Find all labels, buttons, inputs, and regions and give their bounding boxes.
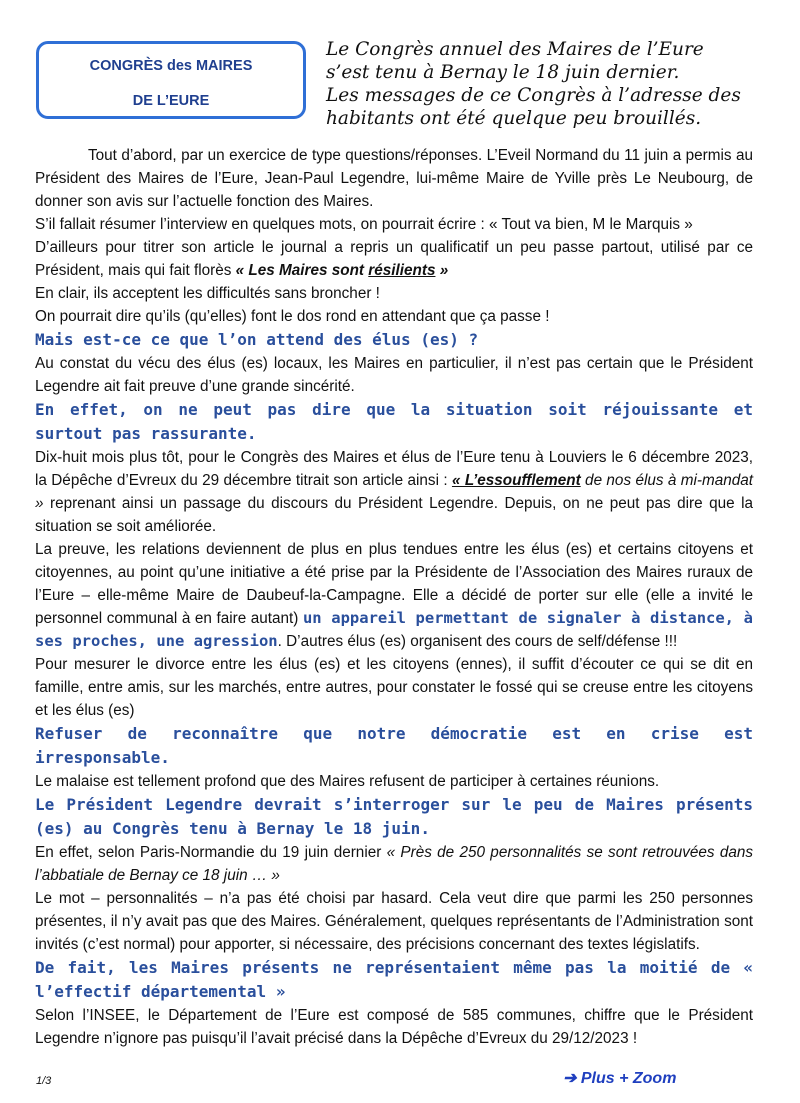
paragraph: Selon l’INSEE, le Département de l’Eure est composé de 585 communes, chiffre que le Président Legendre n’ignore pas puisqu’il l’avait précisé dans la Dépêche d’Evreux du 29/12/2023 ! bbox=[35, 1007, 753, 1047]
heading: Mais est-ce ce que l’on attend des élus (es) ? bbox=[35, 330, 479, 349]
intro-line: habitants ont été quelque peu brouillés. bbox=[326, 108, 702, 129]
intro-line: Les messages de ce Congrès à l’adresse des bbox=[326, 85, 741, 106]
title-box bbox=[36, 41, 306, 119]
text-span: . D’autres élus (es) organisent des cours de self/défense !!! bbox=[277, 633, 678, 650]
text-span: La preuve, les relations deviennent de plus en plus tendues entre les élus (es) et certains citoyens et citoyennes, au point qu’une initiative a été prise par la Présidente de l’Association des Maires ruraux de l’Eure – elle-même Maire de Daubeuf-la-Campagne. Elle a décidé de porter sur elle (elle a invité le personnel communal à en faire autant) bbox=[35, 541, 753, 627]
paragraph: On pourrait dire qu’ils (qu’elles) font le dos rond en attendant que ça passe ! bbox=[35, 308, 550, 325]
heading: Refuser de reconnaître que notre démocratie est en crise est irresponsable. bbox=[35, 724, 753, 767]
paragraph: Tout d’abord, par un exercice de type questions/réponses. L’Eveil Normand du 11 juin a permis au Président des Maires de l’Eure, Jean-Paul Legendre, lui-même Maire de Yville près Le Neubourg, de donner son avis sur l’actuelle fonction des Maires. bbox=[35, 147, 753, 210]
text-span: « Les Maires sont bbox=[235, 262, 369, 279]
paragraph: Le mot – personnalités – n’a pas été choisi par hasard. Cela veut dire que parmi les 250 personnes présentes, il n’y avait pas que des Maires. Généralement, quelques représentants de l’Administration sont invités (c’est normal) pour apporter, si nécessaire, des précisions concernant des textes législatifs. bbox=[35, 890, 753, 953]
heading: De fait, les Maires présents ne représentaient même pas la moitié de « l’effectif départemental » bbox=[35, 958, 753, 1001]
quote-span: « Près de 250 personnalités se sont retrouvées dans l’abbatiale de Bernay ce 18 juin … » bbox=[35, 844, 753, 884]
intro-text bbox=[326, 38, 766, 130]
intro-line: Le Congrès annuel des Maires de l’Eure bbox=[326, 39, 704, 60]
paragraph bbox=[35, 236, 753, 282]
paragraph: S’il fallait résumer l’interview en quelques mots, on pourrait écrire : « Tout va bien, M le Marquis » bbox=[35, 216, 693, 233]
text-span: » bbox=[435, 262, 449, 279]
article-body bbox=[35, 144, 753, 1050]
text-span: En effet, selon Paris-Normandie du 19 juin dernier bbox=[35, 844, 387, 861]
text-span: reprenant ainsi un passage du discours du Président Legendre. Depuis, on ne peut pas dire que la situation se soit améliorée. bbox=[35, 495, 753, 535]
paragraph bbox=[35, 841, 753, 887]
quote-span: « L’essoufflement bbox=[451, 472, 581, 489]
heading: En effet, on ne peut pas dire que la situation soit réjouissante et surtout pas rassurante. bbox=[35, 400, 753, 443]
underlined-word: résilients bbox=[368, 262, 436, 279]
title-line-2: DE L’EURE bbox=[132, 93, 210, 109]
text-span: D’ailleurs pour titrer son article le journal a repris un qualificatif un peu passe partout, utilisé par ce Président, mais qui fait florès bbox=[35, 239, 753, 279]
intro-line: s’est tenu à Bernay le 18 juin dernier. bbox=[326, 62, 680, 83]
paragraph bbox=[35, 538, 753, 653]
heading: Le Président Legendre devrait s’interroger sur le peu de Maires présents (es) au Congrès tenu à Bernay le 18 juin. bbox=[35, 795, 753, 838]
highlight-span: un appareil permettant de signaler à distance, à ses proches, une agression bbox=[35, 609, 753, 650]
paragraph: Le malaise est tellement profond que des Maires refusent de participer à certaines réunions. bbox=[35, 773, 660, 790]
title-line-1: CONGRÈS des MAIRES bbox=[89, 58, 253, 74]
paragraph: Pour mesurer le divorce entre les élus (es) et les citoyens (ennes), il suffit d’écouter ce qui se dit en famille, entre amis, sur les marchés, entre autres, pour constater le fossé qui se creuse entre les citoyens et les élus (es) bbox=[35, 656, 753, 719]
paragraph bbox=[35, 446, 753, 538]
more-zoom-link[interactable]: ➔ Plus + Zoom bbox=[563, 1070, 677, 1087]
paragraph: Au constat du vécu des élus (es) locaux, les Maires en particulier, il n’est pas certain que le Président Legendre ait fait preuve d’une grande sincérité. bbox=[35, 355, 753, 395]
page-number: 1/3 bbox=[36, 1075, 52, 1087]
text-span: Dix-huit mois plus tôt, pour le Congrès des Maires et élus de l’Eure tenu à Louviers le 6 décembre 2023, la Dépêche d’Evreux du 29 décembre titrait son article ainsi : bbox=[35, 449, 753, 489]
quote-span bbox=[236, 262, 449, 279]
paragraph: En clair, ils acceptent les difficultés sans broncher ! bbox=[35, 285, 380, 302]
quote-span: de nos élus à mi-mandat » bbox=[35, 472, 753, 512]
